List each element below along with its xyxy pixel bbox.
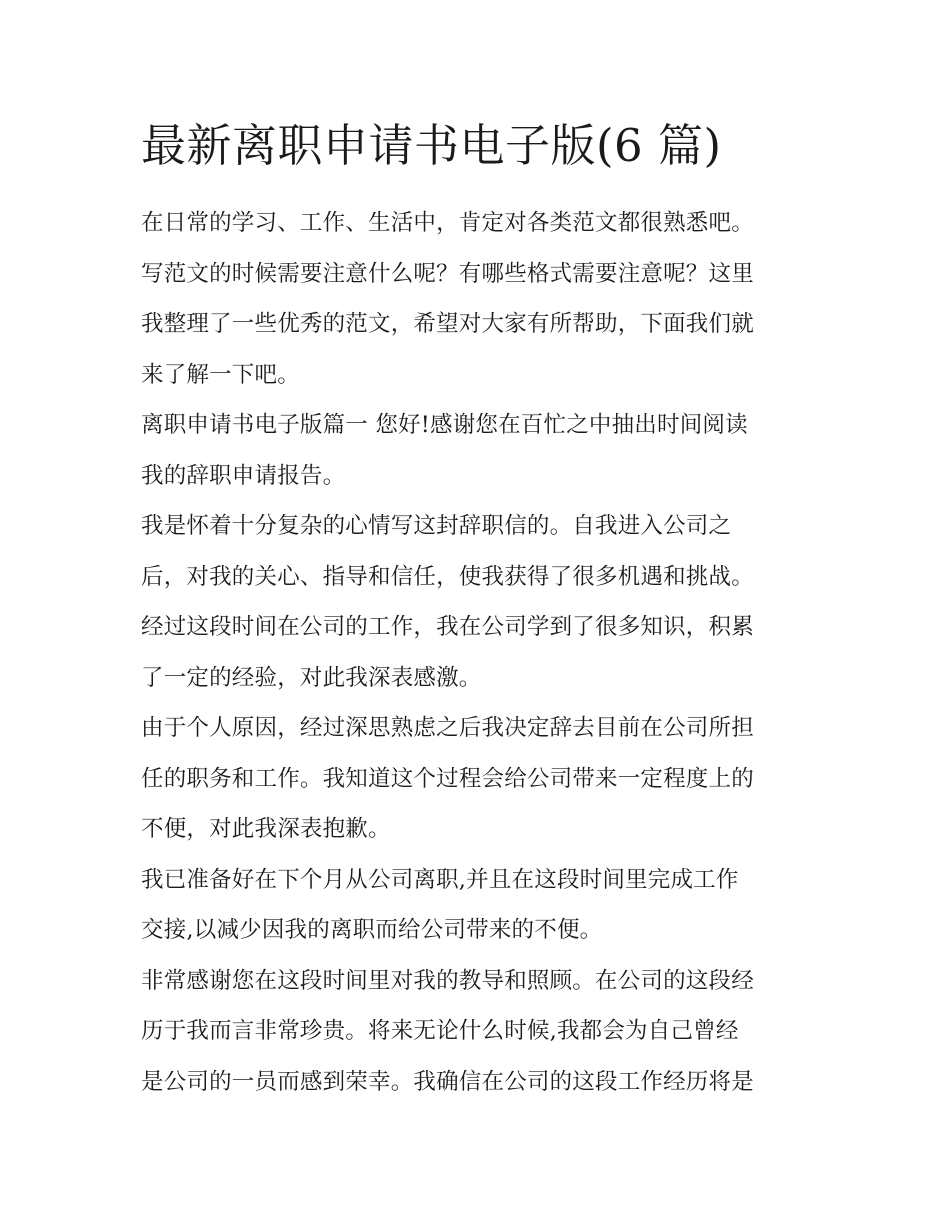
paragraph-line: 交接,以减少因我的离职而给公司带来的不便。 <box>141 917 603 943</box>
document-title: 最新离职申请书电子版(6 篇) <box>141 119 722 172</box>
paragraph-line: 由于个人原因，经过深思熟虑之后我决定辞去目前在公司所担 <box>141 715 754 741</box>
paragraph-greeting <box>141 400 821 501</box>
paragraph-handover <box>141 855 821 956</box>
paragraph-line: 来了解一下吧。 <box>141 361 300 388</box>
paragraph-line: 是公司的一员而感到荣幸。我确信在公司的这段工作经历将是 <box>141 1068 754 1095</box>
paragraph-line: 经过这段时间在公司的工作，我在公司学到了很多知识，积累 <box>141 614 754 640</box>
paragraph-reason <box>141 703 821 855</box>
paragraph-line: 后，对我的关心、指导和信任，使我获得了很多机遇和挑战。 <box>141 563 754 590</box>
paragraph-line: 我已准备好在下个月从公司离职,并且在这段时间里完成工作 <box>141 866 739 893</box>
paragraph-line: 历于我而言非常珍贵。将来无论什么时候,我都会为自己曾经 <box>141 1018 739 1044</box>
paragraph-thanks <box>141 956 821 1108</box>
paragraph-gratitude <box>141 501 821 703</box>
paragraph-line: 任的职务和工作。我知道这个过程会给公司带来一定程度上的 <box>141 765 754 792</box>
paragraph-intro <box>141 198 821 400</box>
paragraph-line: 离职申请书电子版篇一 您好!感谢您在百忙之中抽出时间阅读 <box>141 412 748 438</box>
paragraph-line: 我的辞职申请报告。 <box>141 462 346 489</box>
paragraph-line: 写范文的时候需要注意什么呢？有哪些格式需要注意呢？这里 <box>141 260 754 287</box>
paragraph-line: 不便，对此我深表抱歉。 <box>141 816 391 842</box>
paragraph-line: 非常感谢您在这段时间里对我的教导和照顾。在公司的这段经 <box>141 967 754 994</box>
paragraph-line: 我整理了一些优秀的范文，希望对大家有所帮助，下面我们就 <box>141 311 754 337</box>
document-content <box>141 112 821 1107</box>
paragraph-line: 我是怀着十分复杂的心情写这封辞职信的。自我进入公司之 <box>141 513 732 539</box>
paragraph-line: 了一定的经验，对此我深表感激。 <box>141 664 482 691</box>
paragraph-line: 在日常的学习、工作、生活中，肯定对各类范文都很熟悉吧。 <box>141 210 754 236</box>
